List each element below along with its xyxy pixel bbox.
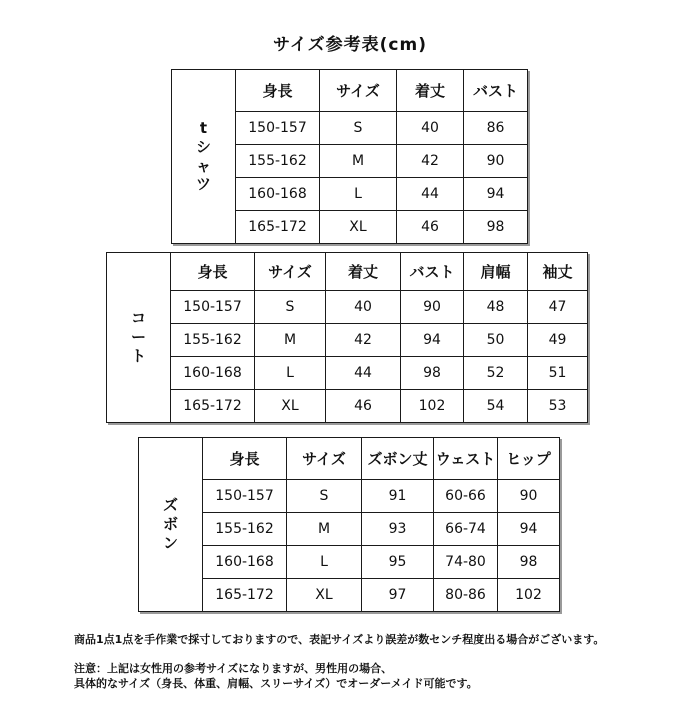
- column-header: 身長: [203, 438, 287, 480]
- table-cell: 95: [362, 546, 434, 579]
- table-cell: 51: [528, 357, 588, 390]
- table-cell: 40: [397, 112, 464, 145]
- table-cell: 150-157: [171, 291, 255, 324]
- column-header: 着丈: [397, 70, 464, 112]
- table-row: [107, 357, 588, 390]
- category-label: [107, 253, 171, 423]
- table-cell: 160-168: [236, 178, 320, 211]
- column-header: 着丈: [326, 253, 401, 291]
- column-header: ウェスト: [434, 438, 498, 480]
- column-header: 身長: [236, 70, 320, 112]
- table-cell: XL: [320, 211, 397, 244]
- table-cell: 40: [326, 291, 401, 324]
- table-cell: 98: [498, 546, 560, 579]
- table-cell: 42: [326, 324, 401, 357]
- coat-size-table: [106, 252, 588, 423]
- table-cell: 165-172: [236, 211, 320, 244]
- table-cell: 94: [498, 513, 560, 546]
- table-cell: L: [255, 357, 326, 390]
- table-cell: 90: [498, 480, 560, 513]
- page-title: サイズ参考表(cm): [273, 35, 427, 55]
- table-cell: 93: [362, 513, 434, 546]
- column-header: 身長: [171, 253, 255, 291]
- table-cell: 90: [464, 145, 528, 178]
- table-cell: 98: [401, 357, 464, 390]
- table-cell: S: [287, 480, 362, 513]
- table-cell: 160-168: [171, 357, 255, 390]
- table-cell: 54: [464, 390, 528, 423]
- table-cell: 98: [464, 211, 528, 244]
- table-cell: 47: [528, 291, 588, 324]
- table-cell: 50: [464, 324, 528, 357]
- table-cell: 155-162: [203, 513, 287, 546]
- table-cell: 86: [464, 112, 528, 145]
- table-cell: 46: [326, 390, 401, 423]
- table-row: [139, 513, 560, 546]
- category-text: ズボン: [162, 496, 178, 552]
- table-cell: 80-86: [434, 579, 498, 612]
- column-header: サイズ: [320, 70, 397, 112]
- table-cell: 155-162: [171, 324, 255, 357]
- table-cell: XL: [287, 579, 362, 612]
- table-cell: L: [287, 546, 362, 579]
- table-cell: M: [287, 513, 362, 546]
- table-row: [139, 579, 560, 612]
- table-cell: 94: [401, 324, 464, 357]
- table-cell: S: [320, 112, 397, 145]
- table-row: [107, 390, 588, 423]
- table-cell: 165-172: [203, 579, 287, 612]
- category-label: [172, 70, 236, 244]
- table-cell: M: [255, 324, 326, 357]
- table-cell: 53: [528, 390, 588, 423]
- measurement-note: 商品1点1点を手作業で採寸しておりますので、表記サイズより誤差が数センチ程度出る場合がございます。: [74, 633, 605, 646]
- table-cell: 48: [464, 291, 528, 324]
- table-cell: 97: [362, 579, 434, 612]
- table-row: [107, 324, 588, 357]
- table-cell: 150-157: [203, 480, 287, 513]
- table-cell: 102: [401, 390, 464, 423]
- column-header: バスト: [464, 70, 528, 112]
- column-header: バスト: [401, 253, 464, 291]
- table-cell: M: [320, 145, 397, 178]
- table-cell: 160-168: [203, 546, 287, 579]
- table-cell: 49: [528, 324, 588, 357]
- column-header: ズボン丈: [362, 438, 434, 480]
- category-label: [139, 438, 203, 612]
- table-cell: 46: [397, 211, 464, 244]
- category-text: コート: [130, 309, 146, 365]
- table-cell: L: [320, 178, 397, 211]
- column-header: 袖丈: [528, 253, 588, 291]
- category-text: tシャツ: [195, 119, 211, 194]
- table-row: [139, 546, 560, 579]
- table-cell: 165-172: [171, 390, 255, 423]
- table-cell: 102: [498, 579, 560, 612]
- table-cell: 90: [401, 291, 464, 324]
- column-header: 肩幅: [464, 253, 528, 291]
- table-cell: 66-74: [434, 513, 498, 546]
- table-cell: 91: [362, 480, 434, 513]
- table-cell: 150-157: [236, 112, 320, 145]
- table-cell: S: [255, 291, 326, 324]
- table-row: [107, 291, 588, 324]
- caution-note: 注意：上記は女性用の参考サイズになりますが、男性用の場合、: [74, 662, 393, 675]
- table-cell: 42: [397, 145, 464, 178]
- table-cell: XL: [255, 390, 326, 423]
- column-header: サイズ: [287, 438, 362, 480]
- pants-size-table: [138, 437, 560, 612]
- custom-order-note: 具体的なサイズ（身長、体重、肩幅、スリーサイズ）でオーダーメイド可能です。: [74, 677, 478, 690]
- table-cell: 44: [326, 357, 401, 390]
- table-cell: 74-80: [434, 546, 498, 579]
- table-cell: 44: [397, 178, 464, 211]
- table-cell: 52: [464, 357, 528, 390]
- table-cell: 94: [464, 178, 528, 211]
- table-cell: 60-66: [434, 480, 498, 513]
- table-cell: 155-162: [236, 145, 320, 178]
- tshirt-size-table: [171, 69, 528, 244]
- column-header: サイズ: [255, 253, 326, 291]
- table-row: [139, 480, 560, 513]
- column-header: ヒップ: [498, 438, 560, 480]
